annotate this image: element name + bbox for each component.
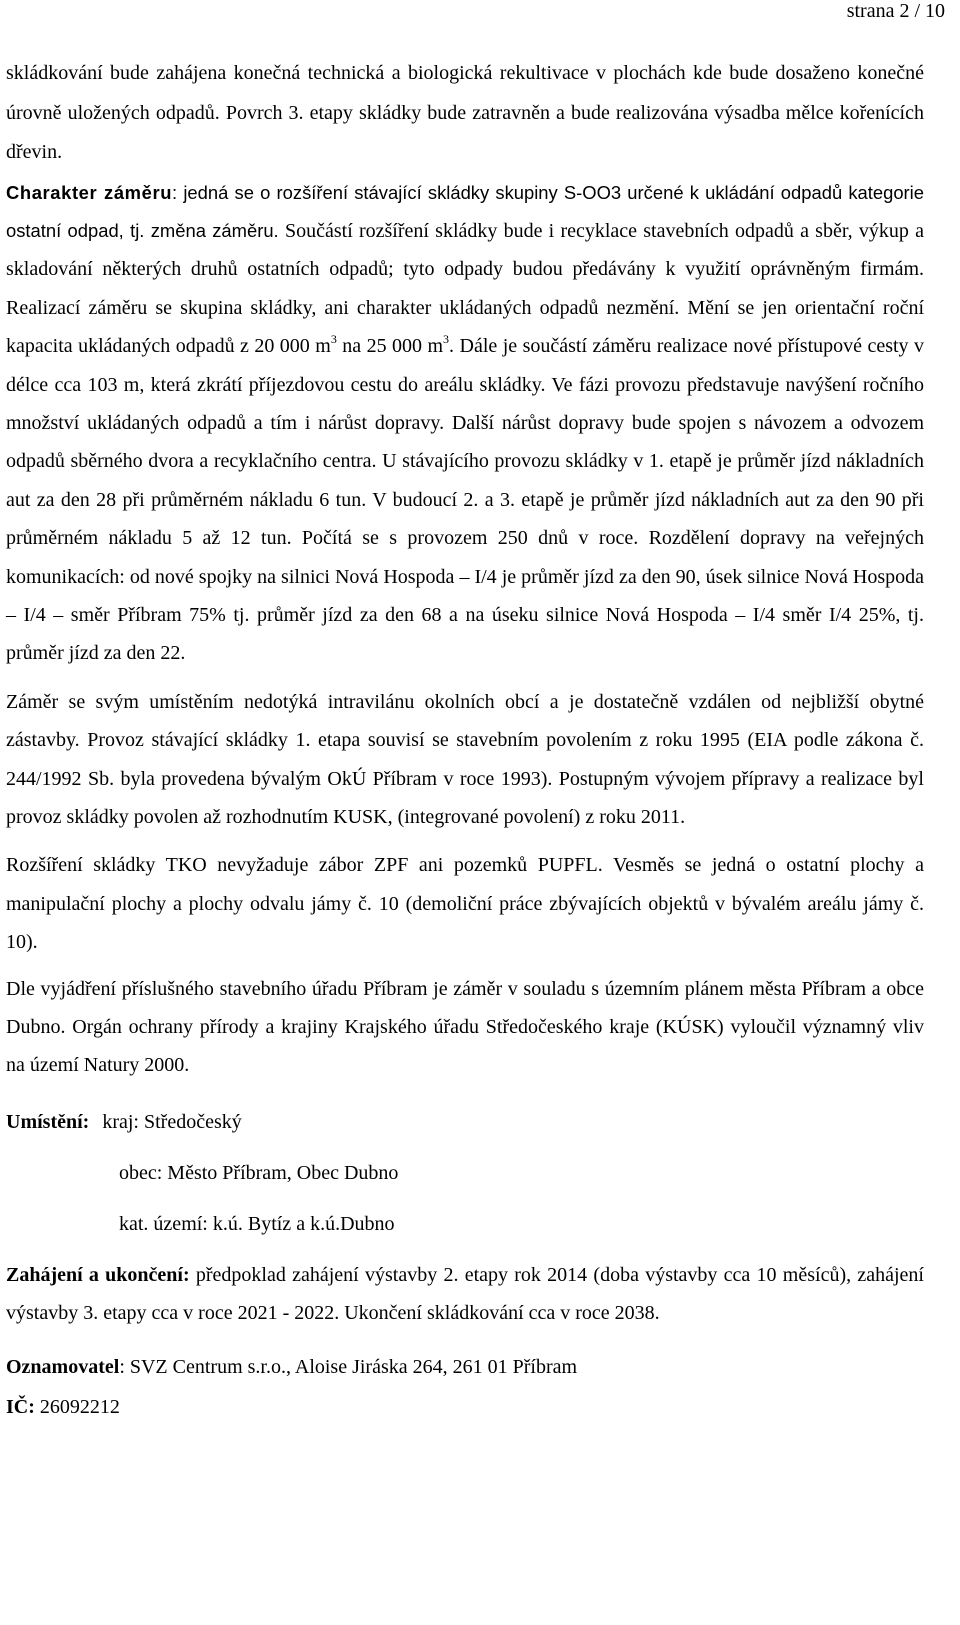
paragraph-zabor: Rozšíření skládky TKO nevyžaduje zábor ZPF ani pozemků PUPFL. Vesměs se jedná o ostatní plochy a manipulační plochy a plochy odvalu jámy č. 10 (demoliční práce zbývajících objektů v bývalém areálu jámy č. 10). — [6, 854, 924, 954]
location-kraj: kraj: Středočeský — [102, 1110, 242, 1133]
paragraph-charakter-zameru — [6, 174, 924, 673]
oznamovatel-label: Oznamovatel — [6, 1355, 120, 1378]
location-row-kraj — [6, 1097, 924, 1148]
zahajeni-text: předpoklad zahájení výstavby 2. etapy rok 2014 (doba výstavby cca 10 měsíců), zahájení výstavby 3. etapy cca v roce 2021 - 2022. Ukončení skládkování cca v roce 2038. — [6, 1263, 924, 1325]
paragraph-rekultivace: skládkování bude zahájena konečná technická a biologická rekultivace v plochách kde bude dosaženo konečné úrovně uložených odpadů. Povrch 3. etapy skládky bude zatravněn a bude realizována výsadba mělce kořenících dřevin. — [6, 62, 924, 163]
paragraph-zahajeni-ukonceni — [6, 1256, 924, 1333]
superscript-3-b: 3 — [443, 332, 450, 347]
charakter-zameru-text-a: Součástí rozšíření skládky bude i recyklace stavebních odpadů a sběr, výkup a skladování některých druhů ostatních odpadů; tyto odpady budou předávány k využití oprávněným firmám. Realizací záměru se skupina skládky, ani charakter ukládaných odpadů nezmění. Mění se jen orientační roční kapacita ukládaných odpadů z 20 000 m — [6, 219, 924, 358]
location-obec: obec: Město Příbram, Obec Dubno — [119, 1161, 399, 1184]
superscript-3-a: 3 — [330, 332, 337, 347]
location-row-katastr — [6, 1199, 924, 1250]
location-label: Umístění: — [6, 1110, 90, 1133]
oznamovatel-text: : SVZ Centrum s.r.o., Aloise Jiráska 264, 261 01 Příbram — [119, 1355, 578, 1378]
charakter-zameru-intro: : jedná se o rozšíření stávající skládky skupiny S-OO3 určené k ukládání odpadů kategorie ostatní odpad, tj. změna záměru. — [6, 181, 924, 241]
location-row-obec — [6, 1148, 924, 1199]
page-number: strana 2 / 10 — [846, 0, 945, 22]
charakter-zameru-label: Charakter záměru — [6, 181, 173, 203]
charakter-zameru-text-c: . Dále je součástí záměru realizace nové přístupové cesty v délce cca 103 m, která zkrátí příjezdovou cestu do areálu skládky. Ve fázi provozu představuje navýšení ročního množství ukládaných odpadů a tím i nárůst dopravy. Další nárůst dopravy bude spojen s návozem a odvozem odpadů sběrného dvora a recyklačního centra. U stávajícího provozu skládky v 1. etapě je průměr jízd nákladních aut za den 28 při průměrném nákladu 6 tun. V budoucí 2. a 3. etapě je průměr jízd nákladních aut za den 90 při průměrném nákladu 5 až 12 tun. Počítá se s provozem 250 dnů v roce. Rozdělení dopravy na veřejných komunikacích: od nové spojky na silnici Nová Hospoda – I/4 je průměr jízd za den 90, úsek silnice Nová Hospoda – I/4 – směr Příbram 75% tj. průměr jízd za den 68 a na úseku silnice Nová Hospoda – I/4 směr I/4 25%, tj. průměr jízd za den 22. — [6, 335, 924, 665]
ic-label: IČ: — [6, 1395, 35, 1418]
paragraph-umisteni-zameru: Záměr se svým umístěním nedotýká intravilánu okolních obcí a je dostatečně vzdálen od nejbližší obytné zástavby. Provoz stávající skládky 1. etapa souvisí se stavebním povolením z roku 1995 (EIA podle zákona č. 244/1992 Sb. byla provedena bývalým OkÚ Příbram v roce 1993). Postupným vývojem přípravy a realizace byl provoz skládky povolen až rozhodnutím KUSK, (integrované povolení) z roku 2011. — [6, 690, 924, 828]
paragraph-uzemni-plan: Dle vyjádření příslušného stavebního úřadu Příbram je záměr v souladu s územním plánem města Příbram a obce Dubno. Orgán ochrany přírody a krajiny Krajského úřadu Středočeského kraje (KÚSK) vyloučil významný vliv na území Natury 2000. — [6, 977, 924, 1077]
charakter-zameru-text-b: na 25 000 m — [336, 335, 444, 358]
paragraph-oznamovatel — [6, 1347, 924, 1387]
ic-value: 26092212 — [34, 1395, 120, 1418]
zahajeni-label: Zahájení a ukončení: — [6, 1263, 190, 1286]
location-katastr: kat. území: k.ú. Bytíz a k.ú.Dubno — [119, 1212, 395, 1235]
location-block — [6, 1097, 924, 1250]
paragraph-ic — [6, 1387, 924, 1427]
document-body — [6, 54, 924, 1427]
